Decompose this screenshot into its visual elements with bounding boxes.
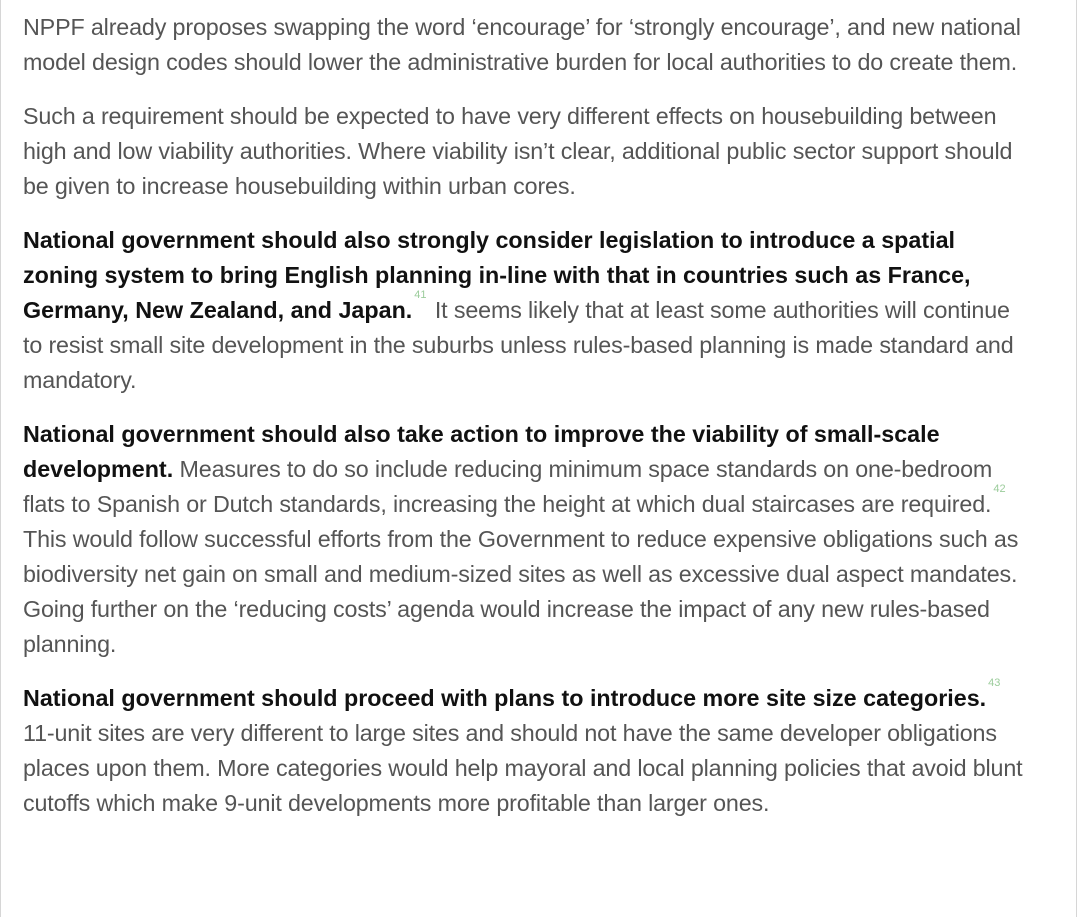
paragraph-body: Measures to do so include reducing minimum space standards on one-bedroom flats to Spanish or Dutch standards, increasing the height at which dual staircases are required. xyxy=(23,456,993,517)
paragraph-lead: National government should also strongly consider legislation to introduce a spatial zoning system to bring English planning in-line with that in countries such as France, Germany, New Zealand, and Japan. xyxy=(23,227,971,323)
paragraph-body: It seems likely that at least some authorities will continue to resist small site development in the suburbs unless rules-based planning is made standard and mandatory. xyxy=(23,297,1014,393)
paragraph-viability xyxy=(23,99,1023,204)
paragraph-body: Such a requirement should be expected to have very different effects on housebuilding between high and low viability authorities. Where viability isn’t clear, additional public sector support should be given to increase housebuilding within urban cores. xyxy=(23,103,1013,199)
paragraph-zoning xyxy=(23,223,1023,398)
footnote-ref-43[interactable]: 43 xyxy=(988,677,1001,689)
paragraph-site-size xyxy=(23,677,1023,821)
paragraph-body: NPPF already proposes swapping the word ‘encourage’ for ‘strongly encourage’, and new national model design codes should lower the administrative burden for local authorities to do create them. xyxy=(23,14,1021,75)
paragraph-body-continued: This would follow successful efforts from the Government to reduce expensive obligations such as biodiversity net gain on small and medium-sized sites as well as excessive dual aspect mandates. Going further on the ‘reducing costs’ agenda would increase the impact of any new rules-based planning. xyxy=(23,526,1019,657)
paragraph-small-scale xyxy=(23,417,1023,662)
footnote-ref-42[interactable]: 42 xyxy=(993,483,1006,495)
paragraph-lead: National government should proceed with plans to introduce more site size categories. xyxy=(23,685,987,711)
document-body xyxy=(23,10,1023,840)
footnote-ref-41[interactable]: 41 xyxy=(414,289,427,301)
paragraph-body: 11-unit sites are very different to large sites and should not have the same developer obligations places upon them. More categories would help mayoral and local planning policies that avoid blunt cutoffs which make 9-unit developments more profitable than larger ones. xyxy=(23,720,1023,816)
paragraph-lead: National government should also take action to improve the viability of small-scale development. xyxy=(23,421,940,482)
paragraph-nppf xyxy=(23,10,1023,80)
